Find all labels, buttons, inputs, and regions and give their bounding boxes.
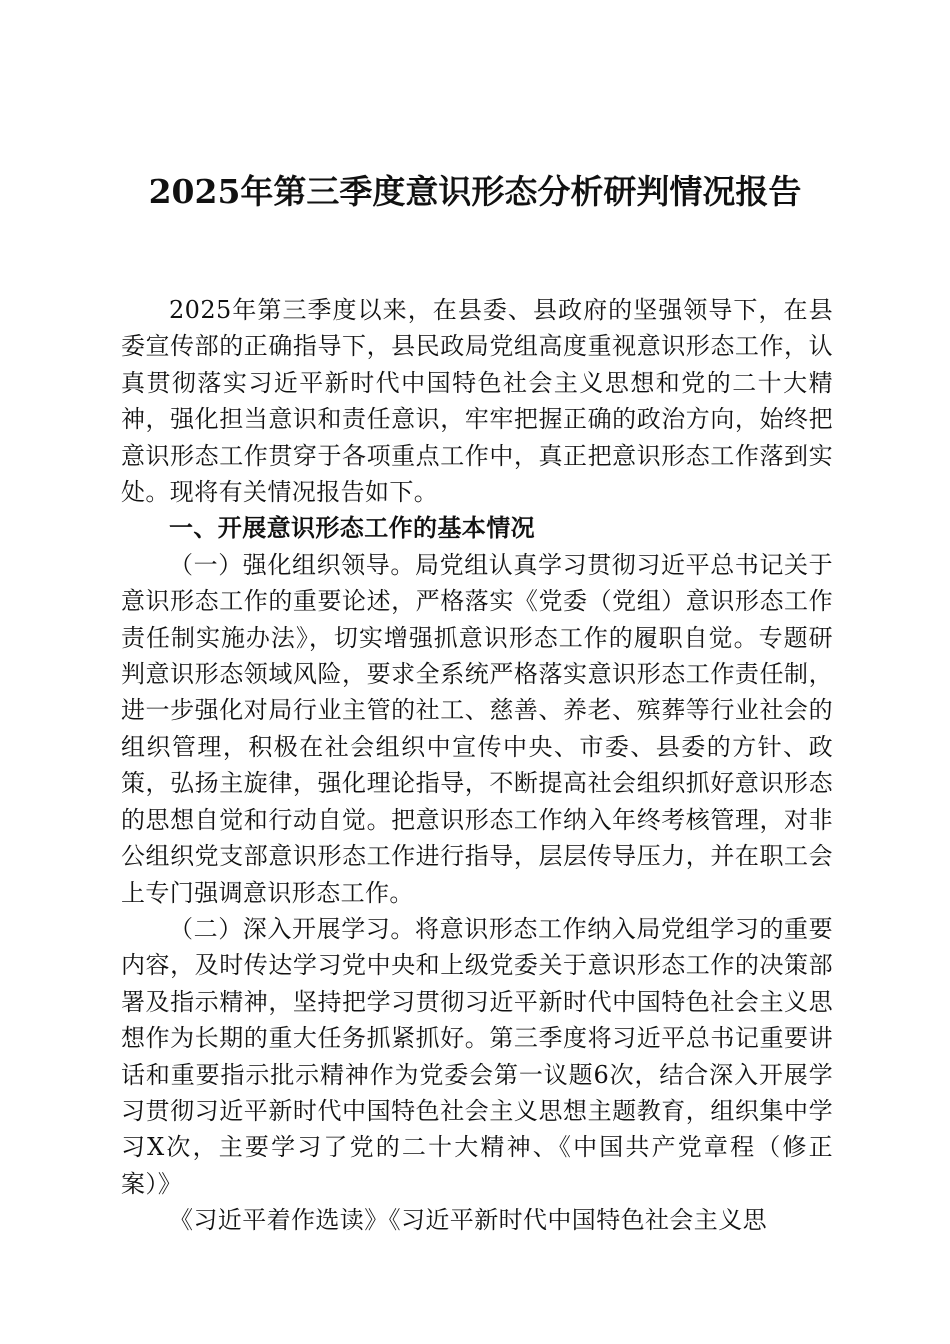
item-2-paragraph <box>121 911 833 1202</box>
item-1-text: 局党组认真学习贯彻习近平总书记关于意识形态工作的重要论述，严格落实《党委（党组）意识形态工作责任制实施办法》，切实增强抓意识形态工作的履职自觉。专题研判意识形态领域风险，要求全系统严格落实意识形态工作责任制，进一步强化对局行业主管的社工、慈善、养老、殡葬等行业社会的组织管理，积极在社会组织中宣传中央、市委、县委的方针、政策，弘扬主旋律，强化理论指导，不断提高社会组织抓好意识形态的思想自觉和行动自觉。把意识形态工作纳入年终考核管理，对非公组织党支部意识形态工作进行指导，层层传导压力，并在职工会上专门强调意识形态工作。 <box>121 550 833 907</box>
item-2-continued-paragraph: 《习近平着作选读》《习近平新时代中国特色社会主义思 <box>169 1206 767 1235</box>
item-1-paragraph <box>121 547 833 911</box>
item-1-lead: （一）强化组织领导。 <box>169 550 415 579</box>
document-body <box>121 292 833 1239</box>
item-2-text: 将意识形态工作纳入局党组学习的重要内容，及时传达学习党中央和上级党委关于意识形态工作的决策部署及指示精神，坚持把学习贯彻习近平新时代中国特色社会主义思想作为长期的重大任务抓紧抓好。第三季度将习近平总书记重要讲话和重要指示批示精神作为党委会第一议题6次，结合深入开展学习贯彻习近平新时代中国特色社会主义思想主题教育，组织集中学习X次，主要学习了党的二十大精神、《中国共产党章程（修正案）》 <box>121 914 833 1198</box>
item-2-lead: （二）深入开展学习。 <box>169 914 415 943</box>
document-title: 2025年第三季度意识形态分析研判情况报告 <box>148 172 802 211</box>
intro-paragraph: 2025年第三季度以来，在县委、县政府的坚强领导下，在县委宣传部的正确指导下，县民政局党组高度重视意识形态工作，认真贯彻落实习近平新时代中国特色社会主义思想和党的二十大精神，强化担当意识和责任意识，牢牢把握正确的政治方向，始终把意识形态工作贯穿于各项重点工作中，真正把意识形态工作落到实处。现将有关情况报告如下。 <box>121 296 833 507</box>
section-heading-1: 一、开展意识形态工作的基本情况 <box>169 513 535 543</box>
